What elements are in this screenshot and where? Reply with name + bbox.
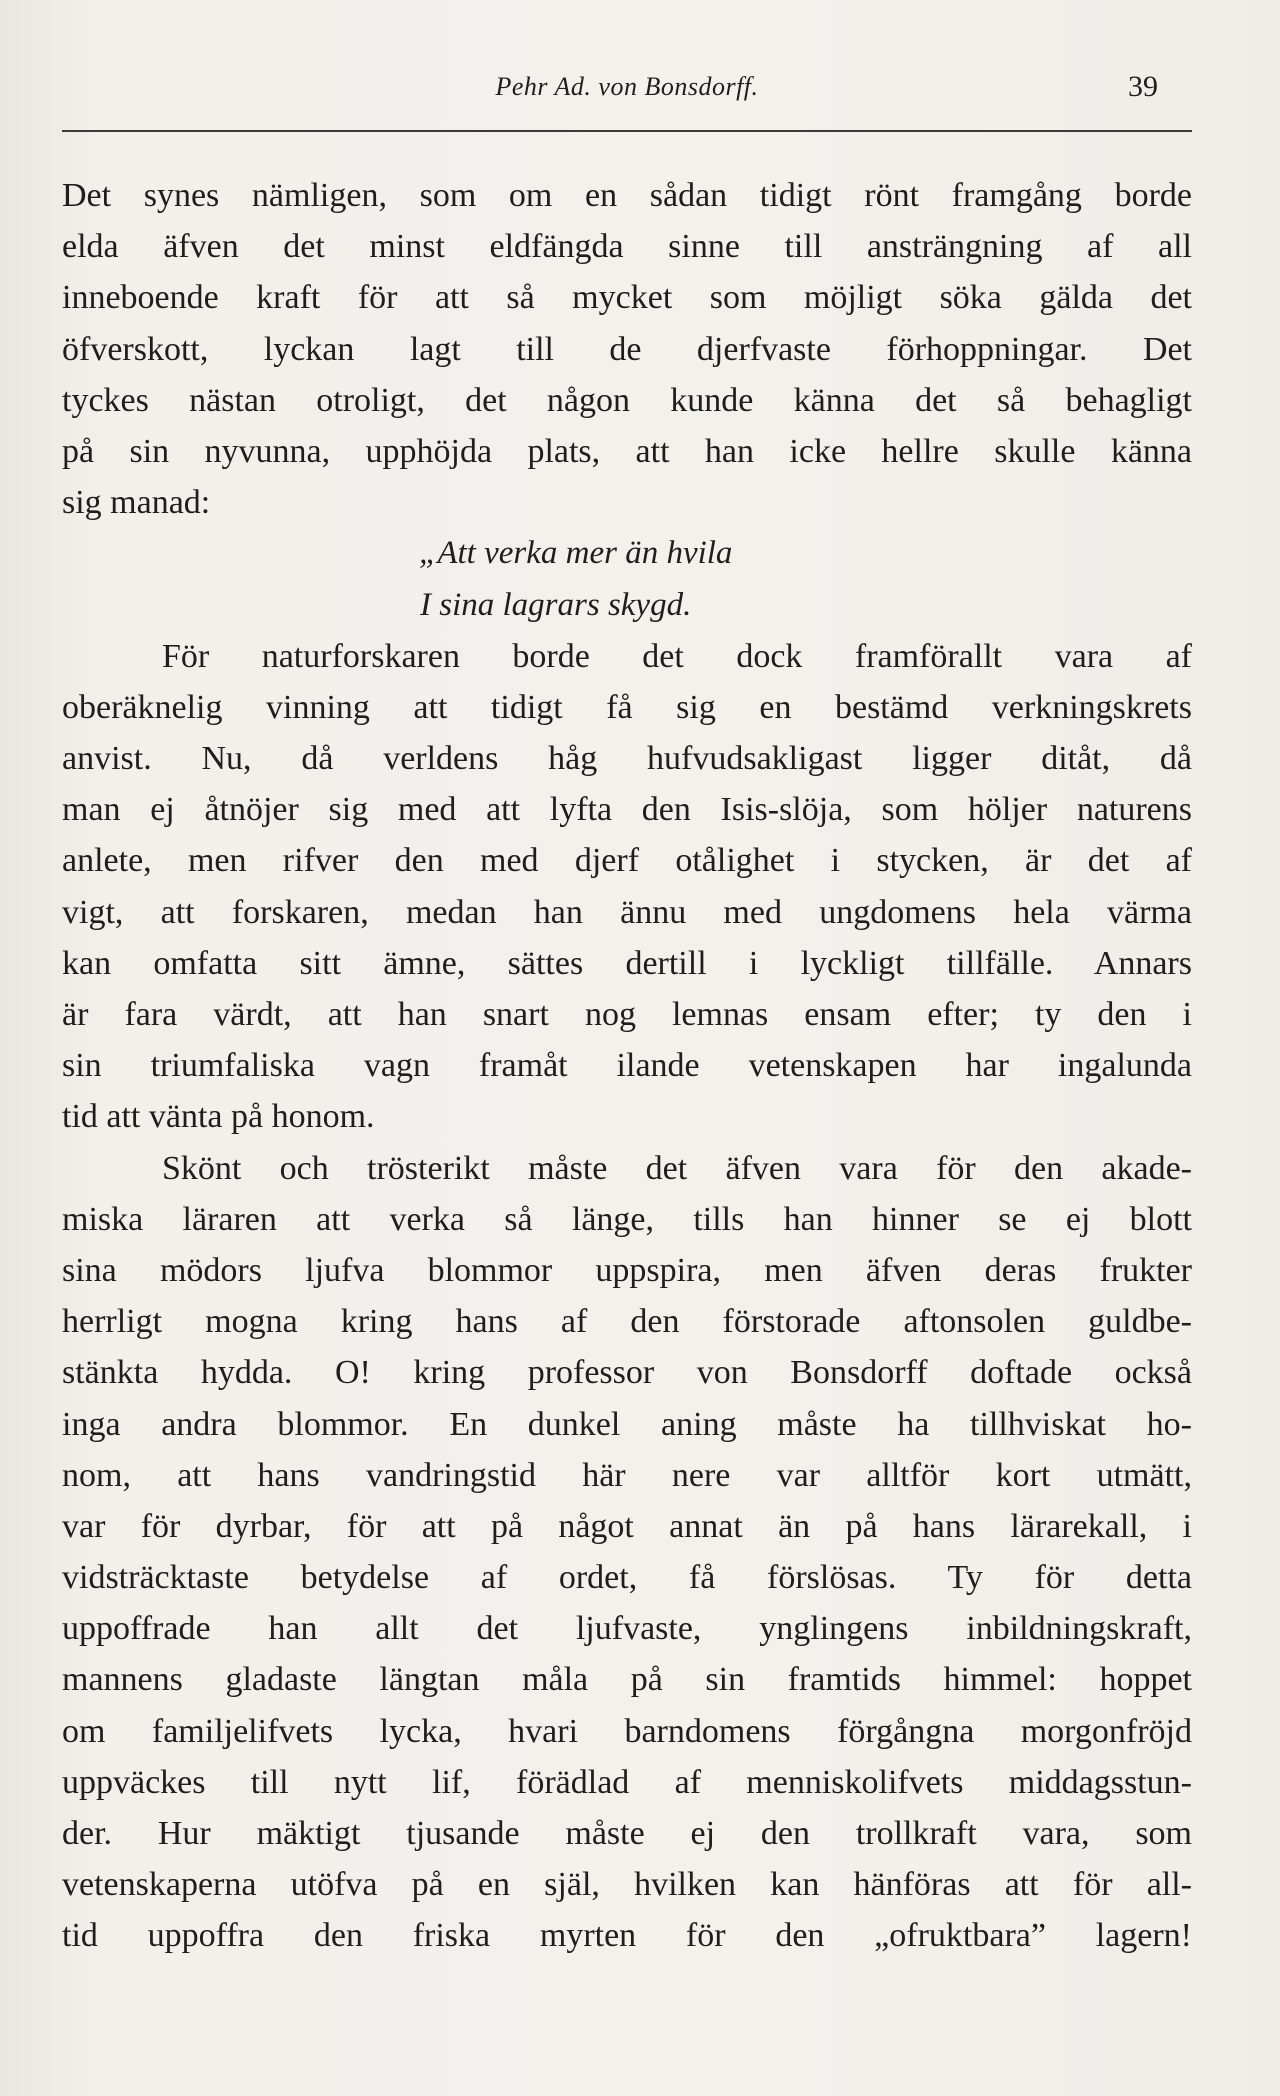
header-rule (62, 130, 1192, 132)
text-line: på sin nyvunna, upphöjda plats, att han icke hellre skulle känna (62, 432, 1192, 470)
text-line: kan omfatta sitt ämne, sättes dertill i lyckligt tillfälle. Annars (62, 944, 1192, 982)
text-line: var för dyrbar, för att på något annat än på hans lärarekall, i (62, 1507, 1192, 1545)
verse-line: I sina lagrars skygd. (420, 586, 692, 623)
text-line: sina mödors ljufva blommor uppspira, men äfven deras frukter (62, 1251, 1192, 1289)
text-line: oberäknelig vinning att tidigt få sig en bestämd verkningskrets (62, 688, 1192, 726)
body-text (62, 170, 1192, 1962)
text-line: tid uppoffra den friska myrten för den „ofruktbara” lagern! (62, 1917, 1192, 1955)
text-line: vigt, att forskaren, medan han ännu med ungdomens hela värma (62, 893, 1192, 931)
text-line: miska läraren att verka så länge, tills han hinner se ej blott (62, 1200, 1192, 1238)
text-line: För naturforskaren borde det dock framförallt vara af (162, 637, 1192, 675)
text-line: stänkta hydda. O! kring professor von Bonsdorff doftade också (62, 1354, 1192, 1392)
text-line: elda äfven det minst eldfängda sinne till ansträngning af all (62, 228, 1192, 266)
text-line: der. Hur mäktigt tjusande måste ej den trollkraft vara, som (62, 1815, 1192, 1852)
text-line: uppväckes till nytt lif, förädlad af menniskolifvets middagsstun- (62, 1763, 1192, 1801)
text-line: mannens gladaste längtan måla på sin framtids himmel: hoppet (62, 1661, 1192, 1699)
text-line: inneboende kraft för att så mycket som möjligt söka gälda det (62, 279, 1192, 317)
text-line: anvist. Nu, då verldens håg hufvudsakligast ligger ditåt, då (62, 740, 1192, 778)
page-number: 39 (1128, 70, 1158, 103)
text-line: om familjelifvets lycka, hvari barndomens förgångna morgonfröjd (62, 1712, 1192, 1750)
text-line: sin triumfaliska vagn framåt ilande vetenskapen har ingalunda (62, 1047, 1192, 1085)
running-head: Pehr Ad. von Bonsdorff. (495, 72, 759, 101)
text-line: öfverskott, lyckan lagt till de djerfvaste förhoppningar. Det (62, 330, 1192, 368)
text-line: uppoffrade han allt det ljufvaste, ynglingens inbildningskraft, (62, 1610, 1192, 1648)
text-line: anlete, men rifver den med djerf otålighet i stycken, är det af (62, 842, 1192, 880)
text-line: tyckes nästan otroligt, det någon kunde känna det så behagligt (62, 381, 1192, 419)
text-line: tid att vänta på honom. (62, 1098, 375, 1136)
text-line: nom, att hans vandringstid här nere var alltför kort utmätt, (62, 1456, 1192, 1494)
text-line: vidsträcktaste betydelse af ordet, få förslösas. Ty för detta (62, 1559, 1192, 1597)
text-line: sig manad: (62, 484, 211, 522)
verse-line: „Att verka mer än hvila (419, 535, 733, 572)
text-line: inga andra blommor. En dunkel aning måste ha tillhviskat ho- (62, 1405, 1192, 1443)
text-line: Skönt och trösterikt måste det äfven vara för den akade- (162, 1149, 1192, 1187)
text-line: man ej åtnöjer sig med att lyfta den Isis-slöja, som höljer naturens (62, 791, 1192, 829)
text-line: är fara värdt, att han snart nog lemnas ensam efter; ty den i (62, 996, 1192, 1033)
text-line: herrligt mogna kring hans af den förstorade aftonsolen guldbe- (62, 1303, 1192, 1341)
page-header (62, 70, 1192, 114)
text-line: Det synes nämligen, som om en sådan tidigt rönt framgång borde (62, 177, 1192, 214)
text-line: vetenskaperna utöfva på en själ, hvilken kan hänföras att för all- (62, 1866, 1192, 1904)
